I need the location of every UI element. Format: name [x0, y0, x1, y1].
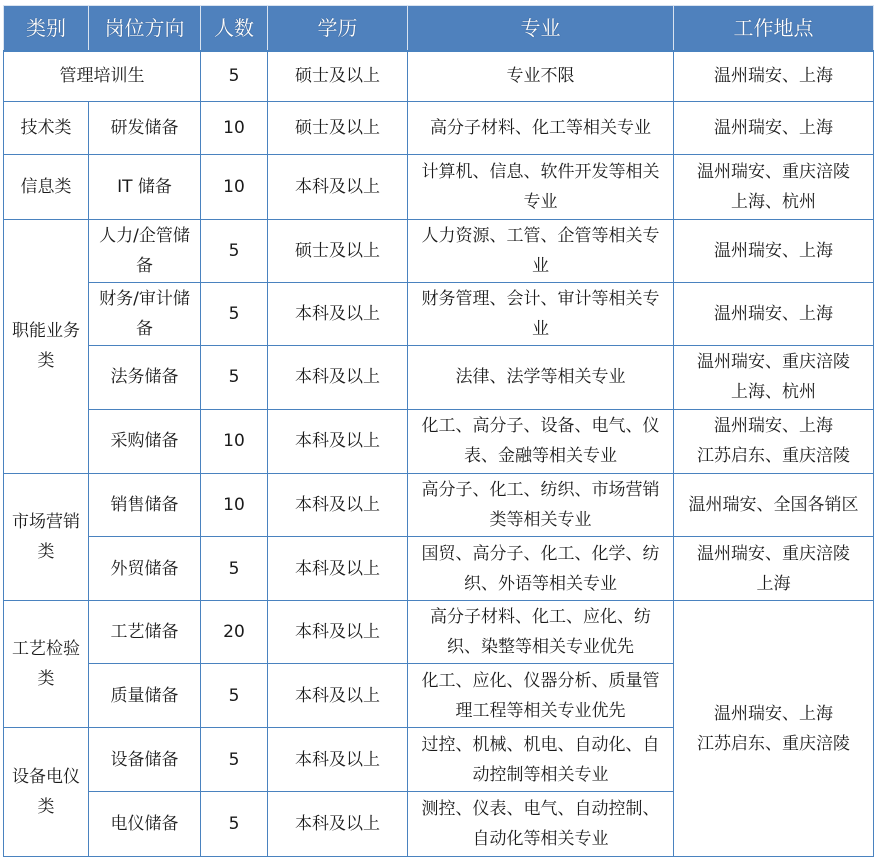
count-cell: 5	[201, 536, 268, 600]
category-cell: 工艺检验类	[4, 601, 89, 728]
count-cell: 10	[201, 473, 268, 536]
position-cell: 管理培训生	[4, 51, 201, 101]
major-cell: 化工、高分子、设备、电气、仪表、金融等相关专业	[408, 409, 674, 473]
table-row	[4, 346, 874, 409]
category-cell: 职能业务类	[4, 219, 89, 473]
position-cell: IT 储备	[89, 154, 201, 219]
education-cell: 本科及以上	[268, 664, 408, 728]
location-line: 温州瑞安、重庆涪陵	[697, 161, 850, 182]
table-row	[4, 101, 874, 154]
table-row	[4, 409, 874, 473]
category-cell: 市场营销类	[4, 473, 89, 600]
count-cell: 5	[201, 728, 268, 791]
table-row	[4, 473, 874, 536]
position-cell: 电仪储备	[89, 791, 201, 856]
location-line: 上海	[756, 573, 791, 594]
table-row	[4, 219, 874, 282]
category-cell: 设备电仪类	[4, 728, 89, 857]
major-cell: 高分子、化工、纺织、市场营销类等相关专业	[408, 473, 674, 536]
location-line: 江苏启东、重庆涪陵	[697, 446, 850, 467]
location-line: 江苏启东、重庆涪陵	[697, 733, 850, 754]
count-cell: 20	[201, 601, 268, 664]
major-cell: 法律、法学等相关专业	[408, 346, 674, 409]
major-cell: 测控、仪表、电气、自动控制、自动化等相关专业	[408, 791, 674, 856]
count-cell: 5	[201, 346, 268, 409]
education-cell: 本科及以上	[268, 283, 408, 346]
position-cell: 工艺储备	[89, 601, 201, 664]
recruitment-table	[3, 5, 874, 857]
header-count: 人数	[201, 6, 268, 52]
count-cell: 10	[201, 101, 268, 154]
education-cell: 硕士及以上	[268, 51, 408, 101]
location-cell: 温州瑞安、上海	[674, 283, 874, 346]
major-cell: 过控、机械、机电、自动化、自动控制等相关专业	[408, 728, 674, 791]
location-line: 上海、杭州	[731, 382, 816, 403]
category-cell: 信息类	[4, 154, 89, 219]
major-cell: 专业不限	[408, 51, 674, 101]
education-cell: 硕士及以上	[268, 101, 408, 154]
header-position: 岗位方向	[89, 6, 201, 52]
education-cell: 本科及以上	[268, 473, 408, 536]
major-cell: 国贸、高分子、化工、化学、纺织、外语等相关专业	[408, 536, 674, 600]
location-cell: 温州瑞安、全国各销区	[674, 473, 874, 536]
education-cell: 本科及以上	[268, 791, 408, 856]
count-cell: 5	[201, 51, 268, 101]
major-cell: 化工、应化、仪器分析、质量管理工程等相关专业优先	[408, 664, 674, 728]
table-row	[4, 154, 874, 219]
major-cell: 高分子材料、化工等相关专业	[408, 101, 674, 154]
count-cell: 5	[201, 791, 268, 856]
header-location: 工作地点	[674, 6, 874, 52]
location-cell	[674, 154, 874, 219]
major-cell: 人力资源、工管、企管等相关专业	[408, 219, 674, 282]
table-row	[4, 283, 874, 346]
major-cell: 高分子材料、化工、应化、纺织、染整等相关专业优先	[408, 601, 674, 664]
education-cell: 本科及以上	[268, 728, 408, 791]
position-cell: 设备储备	[89, 728, 201, 791]
count-cell: 10	[201, 154, 268, 219]
position-cell: 法务储备	[89, 346, 201, 409]
position-cell: 销售储备	[89, 473, 201, 536]
count-cell: 5	[201, 219, 268, 282]
education-cell: 硕士及以上	[268, 219, 408, 282]
location-cell: 温州瑞安、上海	[674, 101, 874, 154]
education-cell: 本科及以上	[268, 346, 408, 409]
header-row	[4, 6, 874, 52]
header-education: 学历	[268, 6, 408, 52]
location-line: 上海、杭州	[731, 191, 816, 212]
education-cell: 本科及以上	[268, 409, 408, 473]
location-line: 温州瑞安、重庆涪陵	[697, 543, 850, 564]
location-line: 温州瑞安、上海	[714, 416, 833, 437]
education-cell: 本科及以上	[268, 601, 408, 664]
position-cell: 人力/企管储备	[89, 219, 201, 282]
count-cell: 5	[201, 664, 268, 728]
header-category: 类别	[4, 6, 89, 52]
table-row	[4, 51, 874, 101]
position-cell: 外贸储备	[89, 536, 201, 600]
location-cell	[674, 536, 874, 600]
count-cell: 10	[201, 409, 268, 473]
position-cell: 研发储备	[89, 101, 201, 154]
location-cell	[674, 346, 874, 409]
education-cell: 本科及以上	[268, 536, 408, 600]
major-cell: 计算机、信息、软件开发等相关专业	[408, 154, 674, 219]
education-cell: 本科及以上	[268, 154, 408, 219]
header-major: 专业	[408, 6, 674, 52]
location-cell	[674, 601, 874, 857]
location-line: 温州瑞安、重庆涪陵	[697, 352, 850, 373]
major-cell: 财务管理、会计、审计等相关专业	[408, 283, 674, 346]
location-cell: 温州瑞安、上海	[674, 51, 874, 101]
count-cell: 5	[201, 283, 268, 346]
position-cell: 质量储备	[89, 664, 201, 728]
location-cell: 温州瑞安、上海	[674, 219, 874, 282]
position-cell: 财务/审计储备	[89, 283, 201, 346]
location-cell	[674, 409, 874, 473]
position-cell: 采购储备	[89, 409, 201, 473]
table-row	[4, 601, 874, 664]
table-row	[4, 536, 874, 600]
category-cell: 技术类	[4, 101, 89, 154]
location-line: 温州瑞安、上海	[714, 703, 833, 724]
